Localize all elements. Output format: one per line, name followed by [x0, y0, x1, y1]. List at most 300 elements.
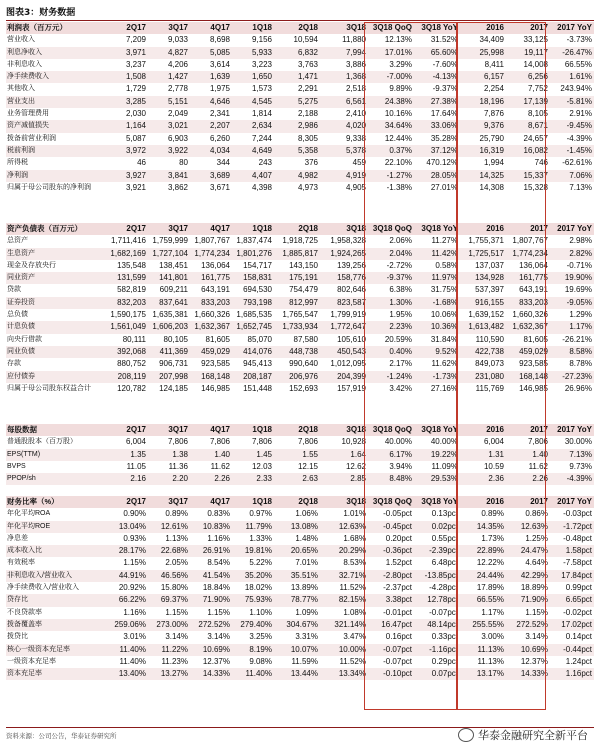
- table-cell: 0.89%: [481, 509, 504, 519]
- table-cell: 1.73%: [481, 533, 504, 543]
- table-row: [6, 170, 594, 182]
- row-label: 资本充足率: [6, 668, 106, 680]
- table-cell: 146,985: [519, 383, 548, 393]
- table-cell: 154,717: [243, 260, 272, 270]
- table-cell: 8,671: [506, 120, 550, 132]
- table-cell: 1.13%: [165, 533, 188, 543]
- table-cell: 10.00%: [320, 644, 368, 656]
- table-cell: 175,191: [274, 272, 320, 284]
- table-cell: 18.02%: [244, 583, 272, 593]
- table-cell: 849,073: [475, 359, 504, 369]
- table-cell: 1.16%: [123, 607, 146, 617]
- table-cell: -2.72%: [386, 260, 412, 270]
- column-header: 3Q18: [320, 496, 368, 508]
- column-header: 3Q18: [320, 424, 368, 436]
- table-cell: 2.23%: [368, 321, 414, 333]
- table-cell: 26.91%: [190, 545, 232, 557]
- table-cell: 46: [137, 158, 146, 168]
- row-label: 同业资产: [6, 272, 106, 284]
- table-cell: 6,256: [506, 71, 550, 83]
- table-cell: 459,029: [506, 346, 550, 358]
- table-cell: 1.40: [190, 449, 232, 461]
- row-label: 证券投资: [6, 297, 106, 309]
- table-row: [6, 644, 594, 656]
- table-cell: 131,599: [106, 272, 148, 284]
- table-row: [6, 508, 594, 520]
- table-cell: 31.52%: [430, 35, 458, 45]
- table-header-row: [6, 424, 594, 436]
- table-cell: 20.59%: [384, 334, 412, 344]
- row-label: 总资产: [7, 237, 28, 245]
- table-cell: 3,237: [125, 59, 146, 69]
- table-cell: 7,994: [320, 47, 368, 59]
- row-label: 应付债券: [6, 371, 106, 383]
- table-cell: 5,358: [274, 145, 320, 157]
- watermark: [458, 727, 588, 743]
- table-cell: 11.05: [126, 461, 146, 471]
- table-row: [6, 607, 594, 619]
- table-cell: 3,763: [297, 59, 318, 69]
- row-label: 净手续费收入: [6, 71, 106, 83]
- column-header: 2016: [460, 496, 506, 508]
- table-cell: 2,778: [167, 84, 188, 94]
- table-cell: 279.40%: [232, 619, 274, 631]
- column-header: 3Q18: [320, 223, 368, 235]
- table-cell: -0.44pct: [550, 644, 594, 656]
- table-row: [6, 59, 594, 71]
- table-cell: -4.28pct: [429, 583, 458, 593]
- table-cell: 643,191: [519, 285, 548, 295]
- table-cell: 1,774,234: [190, 248, 232, 260]
- table-cell: 2.16: [106, 473, 148, 485]
- table-cell: 134,928: [460, 272, 506, 284]
- table-cell: 609,211: [159, 285, 188, 295]
- table-cell: -1.45%: [550, 145, 594, 157]
- table-cell: 20.92%: [118, 583, 146, 593]
- column-header: 3Q18 QoQ: [368, 22, 414, 34]
- table-cell: 78.77%: [274, 594, 320, 606]
- row-label: 存款: [7, 360, 21, 368]
- table-cell: 1,729: [125, 84, 146, 94]
- table-cell: 12.22%: [476, 558, 504, 568]
- table-cell: 7.06%: [550, 170, 594, 182]
- table-cell: 14,308: [479, 182, 504, 192]
- table-cell: 812,997: [274, 297, 320, 309]
- table-cell: 13.44%: [274, 668, 320, 680]
- table-cell: 82.15%: [320, 594, 368, 606]
- table-cell: 66.22%: [106, 594, 148, 606]
- column-header: 3Q18 QoQ: [368, 223, 414, 235]
- table-cell: 1.95%: [389, 310, 412, 320]
- table-cell: 3,972: [106, 145, 148, 157]
- table-cell: 0.99pct: [565, 583, 592, 593]
- table-cell: 137,037: [475, 260, 504, 270]
- row-label: 年化平均ROA: [7, 510, 51, 518]
- column-header: 1Q18: [232, 424, 274, 436]
- table-cell: 11.52%: [339, 656, 366, 666]
- table-cell: 10.83%: [190, 521, 232, 533]
- table-cell: -26.21%: [562, 334, 592, 344]
- column-header: 4Q17: [190, 22, 232, 34]
- table-cell: 20.29%: [320, 545, 368, 557]
- table-cell: 3.29%: [389, 59, 412, 69]
- table-cell: -2.37pct: [383, 583, 412, 593]
- table-cell: 141,801: [148, 272, 190, 284]
- table-cell: 35.51%: [274, 570, 320, 582]
- table-cell: 1.38: [148, 449, 190, 461]
- table-cell: 1.15%: [123, 558, 146, 568]
- table-cell: -9.05%: [550, 297, 594, 309]
- section-header-label: 资产负债表（百万元）: [6, 223, 106, 235]
- table-cell: 1.15%: [165, 607, 188, 617]
- table-cell: 945,413: [243, 359, 272, 369]
- table-cell: 833,203: [190, 297, 232, 309]
- table-cell: 2.82%: [550, 248, 594, 260]
- table-cell: 2.63: [274, 473, 320, 485]
- table-cell: -0.07pct: [368, 644, 414, 656]
- row-label: 税前利润: [6, 145, 106, 157]
- table-cell: 1,727,104: [148, 248, 190, 260]
- table-cell: 7.13%: [550, 449, 594, 461]
- table-cell: 12.63%: [320, 521, 368, 533]
- table-cell: 5,933: [232, 47, 274, 59]
- table-cell: 6,903: [167, 133, 188, 143]
- table-cell: 4,827: [148, 47, 190, 59]
- table-cell: 746: [534, 158, 548, 168]
- table-cell: 18,196: [460, 96, 506, 108]
- row-label: 拨贷比: [7, 633, 28, 641]
- row-label: 同业负债: [6, 346, 106, 358]
- table-cell: 1,799,919: [330, 310, 366, 320]
- table-cell: 1,635,381: [152, 310, 188, 320]
- table-cell: 204,399: [320, 371, 368, 383]
- table-cell: 2.26: [190, 473, 232, 485]
- table-cell: 161,775: [506, 272, 550, 284]
- table-cell: 3,922: [148, 145, 190, 157]
- row-label: 成本收入比: [6, 545, 106, 557]
- data-table: [6, 223, 594, 395]
- row-label: 核心一级资本充足率: [6, 644, 106, 656]
- table-cell: 136,064: [519, 260, 548, 270]
- table-cell: 168,148: [506, 371, 550, 383]
- row-label: 营业支出: [6, 96, 106, 108]
- table-cell: 1,012,095: [330, 359, 366, 369]
- table-cell: 9.08%: [249, 656, 272, 666]
- table-cell: 3.14%: [207, 632, 230, 642]
- table-cell: -0.10pct: [368, 668, 414, 680]
- table-cell: -1.16pct: [414, 644, 460, 656]
- table-cell: 448,738: [274, 346, 320, 358]
- column-header: 4Q17: [190, 496, 232, 508]
- table-cell: 694,530: [243, 285, 272, 295]
- table-cell: 46.56%: [148, 570, 190, 582]
- table-cell: 304.67%: [274, 619, 320, 631]
- table-cell: 29.53%: [414, 473, 460, 485]
- table-cell: 9,338: [345, 133, 366, 143]
- table-cell: 168,148: [190, 371, 232, 383]
- table-cell: -7.00%: [368, 71, 414, 83]
- table-cell: 136,064: [201, 260, 230, 270]
- table-cell: 2,049: [167, 109, 188, 119]
- table-cell: 2,341: [209, 109, 230, 119]
- table-cell: 231,080: [460, 371, 506, 383]
- table-cell: 754,479: [289, 285, 318, 295]
- table-cell: -9.37%: [432, 84, 458, 94]
- table-cell: 14,325: [460, 170, 506, 182]
- table-cell: 1,801,276: [232, 248, 274, 260]
- table-cell: 833,203: [506, 297, 550, 309]
- table-cell: -0.07pct: [429, 607, 458, 617]
- table-cell: 1,733,934: [274, 321, 320, 333]
- table-row: [6, 248, 594, 260]
- table-cell: 1.25%: [525, 533, 548, 543]
- table-cell: 143,150: [289, 260, 318, 270]
- table-cell: 12.61%: [148, 521, 190, 533]
- table-cell: 11.42%: [414, 248, 460, 260]
- table-cell: 208,119: [106, 371, 148, 383]
- table-cell: 2.33: [232, 473, 274, 485]
- row-label: 非利息收入/营业收入: [6, 570, 106, 582]
- table-row: [6, 108, 594, 120]
- table-cell: 8.48%: [368, 473, 414, 485]
- table-cell: 3,285: [106, 96, 148, 108]
- table-cell: 28.05%: [414, 170, 460, 182]
- table-cell: 17.02pct: [550, 619, 594, 631]
- table-cell: 923,585: [519, 359, 548, 369]
- table-cell: 0.02pct: [414, 521, 460, 533]
- table-cell: 6,004: [125, 437, 146, 447]
- table-cell: 8.58%: [550, 346, 594, 358]
- table-cell: 2.36: [460, 473, 506, 485]
- table-cell: 392,068: [106, 346, 148, 358]
- table-cell: 9,156: [251, 35, 272, 45]
- table-cell: 3.01%: [123, 632, 146, 642]
- table-cell: 12.37%: [520, 656, 548, 666]
- table-cell: 10,594: [293, 35, 318, 45]
- row-label: PPOP/sh: [6, 473, 106, 485]
- table-cell: 643,191: [201, 285, 230, 295]
- table-cell: 9.73%: [569, 461, 592, 471]
- table-cell: -5.81%: [550, 96, 594, 108]
- table-cell: 3,689: [190, 170, 232, 182]
- table-cell: -7.58pct: [563, 558, 592, 568]
- table-cell: 1.45: [232, 449, 274, 461]
- table-cell: 16,082: [506, 145, 550, 157]
- table-cell: 15,328: [523, 182, 548, 192]
- column-header: 2Q18: [274, 22, 320, 34]
- row-label: 总负债: [7, 311, 28, 319]
- table-cell: 31.75%: [430, 285, 458, 295]
- table-cell: 146,985: [201, 383, 230, 393]
- table-cell: 1,573: [251, 84, 272, 94]
- table-cell: 81,605: [205, 334, 230, 344]
- table-cell: 12.78pct: [414, 594, 460, 606]
- table-cell: 4,982: [274, 170, 320, 182]
- table-row: [6, 120, 594, 132]
- table-cell: 65.60%: [414, 47, 460, 59]
- table-cell: 1,711,416: [111, 236, 146, 246]
- table-cell: 4,646: [190, 96, 232, 108]
- table-cell: 4,905: [345, 182, 366, 192]
- table-cell: 450,543: [320, 346, 368, 358]
- table-cell: 208,187: [232, 371, 274, 383]
- table-cell: 18.84%: [202, 583, 230, 593]
- row-label: 贷存比: [6, 594, 106, 606]
- table-cell: 6,157: [460, 71, 506, 83]
- table-cell: 470.12%: [426, 158, 458, 168]
- table-cell: 2.26: [506, 473, 550, 485]
- table-row: [6, 545, 594, 557]
- table-cell: 1,837,474: [236, 236, 272, 246]
- table-cell: 24,657: [523, 133, 548, 143]
- table-cell: 1.09%: [295, 607, 318, 617]
- table-cell: 1,652,745: [232, 321, 274, 333]
- data-table: [6, 424, 594, 485]
- column-header: 3Q18 QoQ: [368, 496, 414, 508]
- table-cell: 4.64%: [525, 558, 548, 568]
- table-cell: 1.61%: [550, 71, 594, 83]
- table-cell: 5,378: [320, 145, 368, 157]
- column-header: 2Q17: [106, 223, 148, 235]
- table-cell: 1,725,517: [460, 248, 506, 260]
- financial-ratios-section: [6, 496, 594, 680]
- column-header: 1Q18: [232, 22, 274, 34]
- column-header: 2017 YoY: [550, 223, 594, 235]
- table-cell: 11.62%: [431, 359, 458, 369]
- table-cell: -4.39%: [550, 473, 594, 485]
- table-cell: 802,646: [337, 285, 366, 295]
- column-header: 2Q17: [106, 424, 148, 436]
- table-cell: -7.60%: [432, 59, 458, 69]
- table-cell: 1,807,767: [512, 236, 548, 246]
- table-cell: 272.52%: [506, 619, 550, 631]
- table-cell: 2,518: [345, 84, 366, 94]
- table-cell: 3,927: [106, 170, 148, 182]
- table-cell: 1.16%: [207, 533, 230, 543]
- table-cell: 10.16%: [384, 109, 412, 119]
- table-cell: 135,548: [117, 260, 146, 270]
- table-cell: 990,640: [289, 359, 318, 369]
- table-cell: 0.20pct: [385, 533, 412, 543]
- table-cell: 157,919: [337, 383, 366, 393]
- table-row: [6, 34, 594, 46]
- table-cell: -0.01pct: [383, 607, 412, 617]
- table-cell: 8.78%: [569, 359, 592, 369]
- table-cell: 19.90%: [550, 272, 594, 284]
- table-cell: 537,397: [475, 285, 504, 295]
- column-header: 2016: [460, 424, 506, 436]
- table-cell: 32.71%: [320, 570, 368, 582]
- table-cell: 22.10%: [384, 158, 412, 168]
- table-cell: -1.27%: [368, 170, 414, 182]
- table-cell: 1,606,203: [148, 321, 190, 333]
- table-cell: 272.52%: [190, 619, 232, 631]
- table-cell: 10.36%: [414, 321, 460, 333]
- table-cell: 0.83%: [207, 509, 230, 519]
- table-row: [6, 235, 594, 247]
- table-cell: 19.22%: [414, 449, 460, 461]
- table-cell: 34.64%: [368, 120, 414, 132]
- table-cell: 11.13%: [477, 656, 504, 666]
- table-cell: 0.97%: [249, 509, 272, 519]
- table-cell: -0.45pct: [368, 521, 414, 533]
- table-cell: 14.35%: [460, 521, 506, 533]
- table-row: [6, 182, 594, 194]
- table-cell: 17.01%: [368, 47, 414, 59]
- table-cell: 66.55%: [460, 594, 506, 606]
- table-cell: 10.59: [483, 461, 504, 471]
- row-label: 净息差: [7, 534, 28, 542]
- table-cell: 2.05%: [165, 558, 188, 568]
- table-cell: 27.16%: [430, 383, 458, 393]
- table-cell: 3.94%: [389, 461, 412, 471]
- table-cell: 243: [258, 158, 272, 168]
- column-header: 3Q17: [148, 223, 190, 235]
- table-cell: 9,033: [167, 35, 188, 45]
- table-cell: 17.89%: [476, 583, 504, 593]
- table-cell: 837,641: [148, 297, 190, 309]
- table-cell: -4.13%: [414, 71, 460, 83]
- row-label: EPS(TTM): [6, 449, 106, 461]
- table-row: [6, 47, 594, 59]
- table-cell: 0.37%: [368, 145, 414, 157]
- row-label: 向央行借款: [7, 335, 42, 343]
- table-cell: 11.52%: [339, 583, 366, 593]
- column-header: 2017: [506, 223, 550, 235]
- table-cell: 3.42%: [389, 383, 412, 393]
- column-header: 2017: [506, 424, 550, 436]
- column-header: 2Q18: [274, 496, 320, 508]
- table-cell: 3,671: [209, 182, 230, 192]
- table-cell: 3.14%: [525, 632, 548, 642]
- table-cell: 582,819: [117, 285, 146, 295]
- table-cell: 24.38%: [368, 96, 414, 108]
- column-header: 1Q18: [232, 496, 274, 508]
- per-share-section: [6, 424, 594, 485]
- row-label: 计息负债: [6, 321, 106, 333]
- table-cell: 1,639: [190, 71, 232, 83]
- column-header: 2Q18: [274, 424, 320, 436]
- table-cell: 5,085: [190, 47, 232, 59]
- table-cell: 1,774,234: [506, 248, 550, 260]
- column-header: 2017: [506, 496, 550, 508]
- income-statement-section: [6, 22, 594, 194]
- table-cell: 30.00%: [564, 437, 592, 447]
- table-cell: -0.05pct: [383, 509, 412, 519]
- column-header: 3Q18: [320, 22, 368, 34]
- column-header: 2016: [460, 22, 506, 34]
- table-cell: 1.64: [320, 449, 368, 461]
- table-header-row: [6, 496, 594, 508]
- table-cell: 6,832: [274, 47, 320, 59]
- table-cell: 158,831: [232, 272, 274, 284]
- table-row: [6, 71, 594, 83]
- column-header: 3Q18 YoY: [414, 223, 460, 235]
- table-cell: 11.40%: [119, 656, 146, 666]
- table-cell: -27.23%: [550, 371, 594, 383]
- table-cell: 1,632,367: [506, 321, 550, 333]
- table-cell: -2.39pct: [414, 545, 460, 557]
- table-cell: 11.62: [210, 461, 230, 471]
- column-header: 3Q17: [148, 424, 190, 436]
- table-cell: 27.01%: [430, 182, 458, 192]
- table-cell: 139,256: [337, 260, 366, 270]
- table-cell: 5,151: [148, 96, 190, 108]
- table-cell: 138,451: [159, 260, 188, 270]
- table-cell: 1.33%: [249, 533, 272, 543]
- table-cell: 105,610: [337, 334, 366, 344]
- table-cell: 0.33pct: [431, 632, 458, 642]
